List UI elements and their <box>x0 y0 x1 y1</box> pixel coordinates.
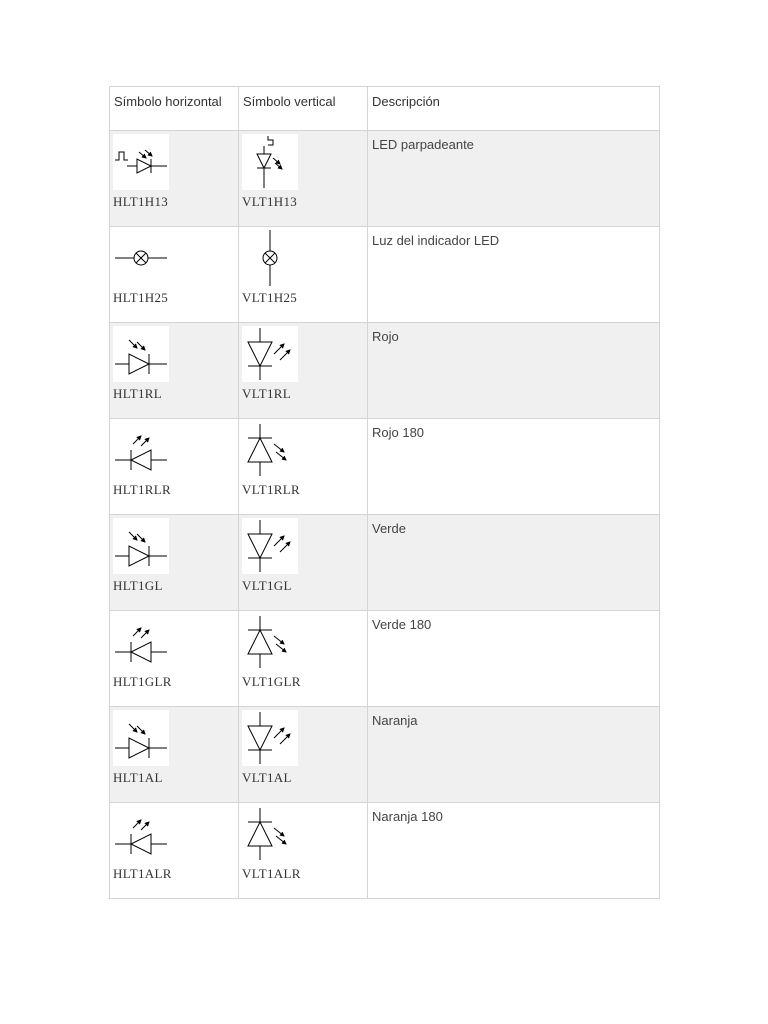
header-description: Descripción <box>368 87 660 131</box>
description-text: Rojo <box>372 329 399 344</box>
horizontal-symbol-cell <box>110 131 239 227</box>
led-vertical-icon <box>242 326 298 382</box>
description-text: Verde 180 <box>372 617 432 632</box>
vertical-symbol-cell <box>239 419 368 515</box>
horizontal-symbol-code: HLT1H25 <box>113 290 169 305</box>
table-row <box>110 707 660 803</box>
horizontal-symbol-cell <box>110 707 239 803</box>
blinking-led-horizontal-icon <box>113 134 169 190</box>
horizontal-symbol-code: HLT1RL <box>113 386 162 401</box>
vertical-symbol-cell <box>239 227 368 323</box>
horizontal-symbol-code: HLT1ALR <box>113 866 172 881</box>
description-text: Naranja <box>372 713 418 728</box>
table-row <box>110 419 660 515</box>
led-vertical-icon <box>242 710 298 766</box>
table-row <box>110 611 660 707</box>
vertical-symbol-cell <box>239 611 368 707</box>
vertical-symbol-code: VLT1H13 <box>242 194 298 209</box>
vertical-symbol-code: VLT1RL <box>242 386 291 401</box>
description-cell <box>368 707 660 803</box>
led-symbol-table <box>109 86 660 899</box>
table-row <box>110 323 660 419</box>
table-row <box>110 803 660 899</box>
table-header-row <box>110 87 660 131</box>
led-vertical-icon <box>242 518 298 574</box>
led-vertical-reversed-icon <box>242 614 298 670</box>
description-cell <box>368 131 660 227</box>
vertical-symbol-cell <box>239 131 368 227</box>
header-vertical-symbol: Símbolo vertical <box>239 87 368 131</box>
led-horizontal-reversed-icon <box>113 614 169 670</box>
table-row <box>110 515 660 611</box>
description-text: Verde <box>372 521 406 536</box>
horizontal-symbol-code: HLT1GL <box>113 578 163 593</box>
vertical-symbol-cell <box>239 707 368 803</box>
description-text: LED parpadeante <box>372 137 474 152</box>
indicator-lamp-vertical-icon <box>242 230 298 286</box>
horizontal-symbol-cell <box>110 803 239 899</box>
header-horizontal-symbol: Símbolo horizontal <box>110 87 239 131</box>
vertical-symbol-cell <box>239 323 368 419</box>
vertical-symbol-code: VLT1GLR <box>242 674 301 689</box>
description-cell <box>368 227 660 323</box>
led-horizontal-icon <box>113 326 169 382</box>
horizontal-symbol-code: HLT1AL <box>113 770 163 785</box>
horizontal-symbol-code: HLT1GLR <box>113 674 172 689</box>
horizontal-symbol-code: HLT1H13 <box>113 194 169 209</box>
description-cell <box>368 611 660 707</box>
led-horizontal-reversed-icon <box>113 422 169 478</box>
horizontal-symbol-cell <box>110 611 239 707</box>
vertical-symbol-code: VLT1GL <box>242 578 292 593</box>
vertical-symbol-code: VLT1AL <box>242 770 292 785</box>
vertical-symbol-code: VLT1RLR <box>242 482 300 497</box>
horizontal-symbol-cell <box>110 227 239 323</box>
horizontal-symbol-cell <box>110 419 239 515</box>
description-cell <box>368 803 660 899</box>
description-text: Rojo 180 <box>372 425 425 440</box>
indicator-lamp-horizontal-icon <box>113 230 169 286</box>
horizontal-symbol-cell <box>110 515 239 611</box>
description-cell <box>368 515 660 611</box>
description-text: Luz del indicador LED <box>372 233 500 248</box>
led-vertical-reversed-icon <box>242 422 298 478</box>
horizontal-symbol-cell <box>110 323 239 419</box>
led-vertical-reversed-icon <box>242 806 298 862</box>
vertical-symbol-cell <box>239 515 368 611</box>
description-cell <box>368 419 660 515</box>
vertical-symbol-code: VLT1ALR <box>242 866 301 881</box>
led-horizontal-reversed-icon <box>113 806 169 862</box>
table-row <box>110 227 660 323</box>
led-horizontal-icon <box>113 710 169 766</box>
blinking-led-vertical-icon <box>242 134 298 190</box>
description-cell <box>368 323 660 419</box>
led-horizontal-icon <box>113 518 169 574</box>
table-row <box>110 131 660 227</box>
horizontal-symbol-code: HLT1RLR <box>113 482 171 497</box>
vertical-symbol-code: VLT1H25 <box>242 290 298 305</box>
description-text: Naranja 180 <box>372 809 443 824</box>
vertical-symbol-cell <box>239 803 368 899</box>
